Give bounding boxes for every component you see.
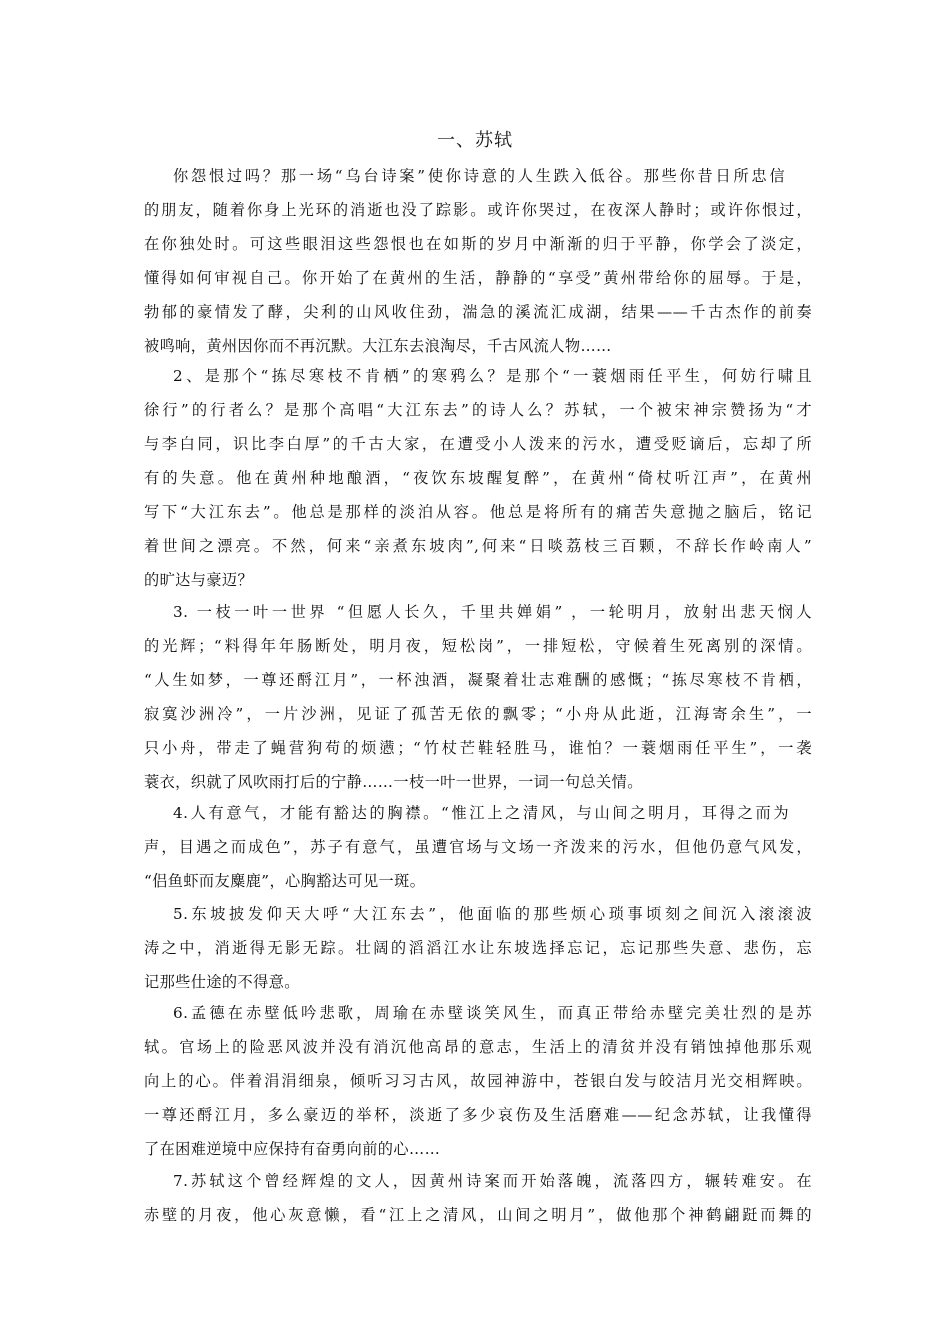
paragraph-line: 被鸣响，黄州因你而不再沉默。大江东去浪淘尽，千古风流人物…… bbox=[144, 337, 612, 355]
paragraph-4 bbox=[144, 796, 812, 898]
paragraph-line: 在你独处时。可这些眼泪这些怨恨也在如斯的岁月中渐渐的归于平静，你学会了淡定， bbox=[144, 235, 812, 253]
paragraph-line: “人生如梦，一尊还酹江月”，一杯浊酒，凝聚着壮志难酬的感慨；“拣尽寒枝不肯栖， bbox=[144, 671, 812, 689]
paragraph-line: 5.东坡披发仰天大呼“大江东去”，他面临的那些烦心琐事顷刻之间沉入滚滚波 bbox=[173, 905, 812, 923]
paragraph-3 bbox=[144, 595, 812, 799]
paragraph-line: 的朋友，随着你身上光环的消逝也没了踪影。或许你哭过，在夜深人静时；或许你恨过， bbox=[144, 201, 812, 219]
paragraph-line: 勃郁的豪情发了酵，尖利的山风收住劲，湍急的溪流汇成湖，结果——千古杰作的前奏 bbox=[144, 303, 812, 321]
paragraph-line: “侣鱼虾而友麋鹿”，心胸豁达可见一斑。 bbox=[144, 872, 426, 890]
paragraph-line: 蓑衣，织就了风吹雨打后的宁静……一枝一叶一世界，一词一句总关情。 bbox=[144, 773, 643, 791]
paragraph-line: 涛之中，消逝得无影无踪。壮阔的滔滔江水让东坡选择忘记，忘记那些失意、悲伤，忘 bbox=[144, 939, 812, 957]
paragraph-line: 4.人有意气，才能有豁达的胸襟。“惟江上之清风，与山间之明月，耳得之而为 bbox=[173, 804, 789, 822]
paragraph-line: 3. 一枝一叶一世界 “但愿人长久，千里共婵娟” ，一轮明月，放射出悲天悯人 bbox=[173, 603, 812, 621]
paragraph-line: 你怨恨过吗？那一场“乌台诗案”使你诗意的人生跌入低谷。那些你昔日所忠信 bbox=[173, 167, 785, 185]
paragraph-2 bbox=[144, 359, 812, 597]
paragraph-line: 的旷达与豪迈？ bbox=[144, 571, 254, 589]
paragraph-line: 的光辉；“料得年年肠断处，明月夜，短松岗”，一排短松，守候着生死离别的深情。 bbox=[144, 637, 812, 655]
paragraph-line: 记那些仕途的不得意。 bbox=[144, 973, 300, 991]
paragraph-line: 6.孟德在赤壁低吟悲歌，周瑜在赤壁谈笑风生，而真正带给赤壁完美壮烈的是苏 bbox=[173, 1004, 812, 1022]
paragraph-line: 寂寞沙洲冷”，一片沙洲，见证了孤苦无依的飘零；“小舟从此逝，江海寄余生”，一 bbox=[144, 705, 812, 723]
paragraph-line: 一尊还酹江月，多么豪迈的举杯，淡逝了多少哀伤及生活磨难——纪念苏轼，让我懂得 bbox=[144, 1106, 812, 1124]
paragraph-line: 向上的心。伴着涓涓细泉，倾听习习古风，故园神游中，苍银白发与皎洁月光交相辉映。 bbox=[144, 1072, 812, 1090]
paragraph-line: 声，目遇之而成色”，苏子有意气，虽遭官场与文场一齐泼来的污水，但他仍意气风发， bbox=[144, 838, 812, 856]
paragraph-line: 只小舟，带走了蝇营狗苟的烦懑；“竹杖芒鞋轻胜马，谁怕？一蓑烟雨任平生”，一袭 bbox=[144, 739, 812, 757]
paragraph-5 bbox=[144, 897, 812, 999]
paragraph-line: 轼。官场上的险恶风波并没有消沉他高昂的意志，生活上的清贫并没有销蚀掉他那乐观 bbox=[144, 1038, 812, 1056]
paragraph-line: 有的失意。他在黄州种地酿酒，“夜饮东坡醒复醉”，在黄州“倚杖听江声”，在黄州 bbox=[144, 469, 812, 487]
paragraph-line: 懂得如何审视自己。你开始了在黄州的生活，静静的“享受”黄州带给你的屈辱。于是， bbox=[144, 269, 812, 287]
paragraph-7 bbox=[144, 1164, 812, 1232]
paragraph-line: 了在困难逆境中应保持有奋勇向前的心…… bbox=[144, 1140, 441, 1158]
paragraph-line: 与李白同，识比李白厚”的千古大家，在遭受小人泼来的污水，遭受贬谪后，忘却了所 bbox=[144, 435, 812, 453]
paragraph-line: 7.苏轼这个曾经辉煌的文人，因黄州诗案而开始落魄，流落四方，辗转难安。在 bbox=[173, 1172, 812, 1190]
paragraph-6 bbox=[144, 996, 812, 1166]
paragraph-line: 2、是那个“拣尽寒枝不肯栖”的寒鸦么？是那个“一蓑烟雨任平生，何妨行啸且 bbox=[173, 367, 812, 385]
page-title: 一、苏轼 bbox=[437, 130, 513, 151]
paragraph-1 bbox=[144, 159, 812, 363]
paragraph-line: 徐行”的行者么？是那个高唱“大江东去”的诗人么？苏轼，一个被宋神宗赞扬为“才 bbox=[144, 401, 812, 419]
paragraph-line: 赤壁的月夜，他心灰意懒，看“江上之清风，山间之明月”，做他那个神鹤翩跹而舞的 bbox=[144, 1206, 812, 1224]
paragraph-line: 写下“大江东去”。他总是那样的淡泊从容。他总是将所有的痛苦失意抛之脑后，铭记 bbox=[144, 503, 812, 521]
paragraph-line: 着世间之漂亮。不然，何来“亲煮东坡肉”,何来“日啖荔枝三百颗，不辞长作岭南人” bbox=[144, 537, 812, 555]
